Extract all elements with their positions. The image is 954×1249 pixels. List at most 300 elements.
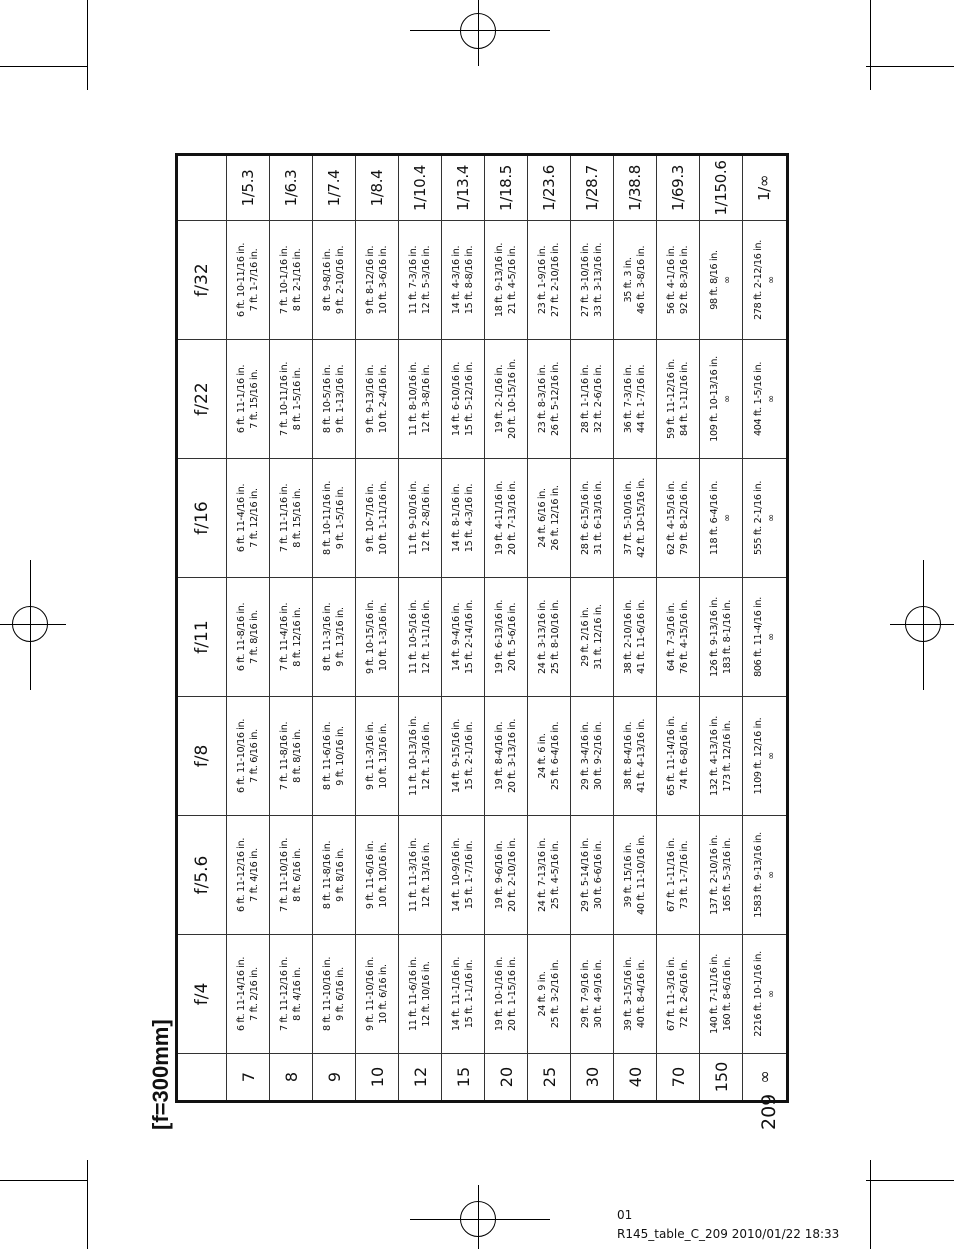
header-corner-right (177, 155, 227, 221)
dof-range-cell (700, 935, 743, 1054)
dof-range-cell (700, 816, 743, 935)
registration-circle (12, 606, 48, 642)
far-limit: 7 ft. 1-7/16 in. (249, 248, 261, 312)
distance-label: 9 (313, 1054, 356, 1102)
dof-range-cell (743, 459, 788, 578)
footer-line-1: 01 (617, 1208, 633, 1222)
far-limit: 46 ft. 3-8/16 in. (636, 245, 648, 315)
far-limit: 44 ft. 1-7/16 in. (636, 364, 648, 434)
crop-mark (87, 0, 88, 90)
dof-range-cell (442, 935, 485, 1054)
far-limit: 15 ft. 4-3/16 in. (464, 483, 476, 553)
near-limit: 8 ft. 10-11/16 in. (322, 480, 334, 556)
near-limit: 7 ft. 11-12/16 in. (279, 956, 291, 1032)
near-limit: 126 ft. 9-13/16 in. (709, 597, 721, 677)
far-limit: 12 ft. 1-3/16 in. (421, 721, 433, 791)
near-limit: 6 ft. 11-4/16 in. (236, 483, 248, 553)
far-limit: 12 ft. 10/16 in. (421, 961, 433, 1027)
near-limit: 278 ft. 2-12/16 in. (752, 240, 764, 320)
dof-range-cell (528, 578, 571, 697)
dof-range-cell (528, 221, 571, 340)
far-limit: 9 ft. 10/16 in. (335, 726, 347, 786)
near-limit: 7 ft. 11-1/16 in. (279, 483, 291, 553)
far-limit: 160 ft. 8-6/16 in. (722, 956, 734, 1032)
dof-range-cell (528, 816, 571, 935)
magnification-label: 1/18.5 (485, 155, 528, 221)
far-limit: 10 ft. 6/16 in. (378, 964, 390, 1024)
far-limit: 9 ft. 1-13/16 in. (335, 364, 347, 434)
dof-range-cell (270, 697, 313, 816)
near-limit: 9 ft. 8-12/16 in. (365, 245, 377, 315)
table-row (399, 155, 442, 1102)
far-limit: 30 ft. 6-6/16 in. (593, 840, 605, 910)
far-limit: 10 ft. 1-11/16 in. (378, 480, 390, 556)
far-limit: 12 ft. 2-8/16 in. (421, 483, 433, 553)
far-limit: ∞ (722, 514, 734, 522)
far-limit: 12 ft. 13/16 in. (421, 842, 433, 908)
far-limit: 9 ft. 6/16 in. (335, 967, 347, 1021)
dof-range-cell (442, 459, 485, 578)
far-limit: 10 ft. 3-6/16 in. (378, 245, 390, 315)
header-corner (177, 1054, 227, 1102)
table-header-row (177, 155, 227, 1102)
table-row (356, 155, 399, 1102)
far-limit: 10 ft. 2-4/16 in. (378, 364, 390, 434)
far-limit: 183 ft. 8-1/16 in. (722, 599, 734, 675)
far-limit: 25 ft. 8-10/16 in. (550, 599, 562, 675)
far-limit: ∞ (765, 276, 777, 284)
dof-range-cell (442, 697, 485, 816)
near-limit: 8 ft. 9-8/16 in. (322, 248, 334, 312)
near-limit: 19 ft. 4-11/16 in. (494, 480, 506, 556)
far-limit: 7 ft. 2/16 in. (249, 967, 261, 1021)
far-limit: 15 ft. 8-8/16 in. (464, 245, 476, 315)
far-limit: 25 ft. 4-5/16 in. (550, 840, 562, 910)
near-limit: 7 ft. 11-8/16 in. (279, 721, 291, 791)
near-limit: 19 ft. 9-6/16 in. (494, 840, 506, 910)
far-limit: 7 ft. 15/16 in. (249, 369, 261, 429)
magnification-label: 1/8.4 (356, 155, 399, 221)
dof-range-cell (399, 221, 442, 340)
far-limit: 33 ft. 3-13/16 in. (593, 242, 605, 318)
dof-range-cell (700, 340, 743, 459)
far-limit: 40 ft. 8-4/16 in. (636, 959, 648, 1029)
dof-range-cell (657, 816, 700, 935)
far-limit: 27 ft. 2-10/16 in. (550, 242, 562, 318)
far-limit: 15 ft. 1-7/16 in. (464, 840, 476, 910)
near-limit: 9 ft. 11-3/16 in. (365, 721, 377, 791)
far-limit: 9 ft. 2-10/16 in. (335, 245, 347, 315)
near-limit: 14 ft. 10-9/16 in. (451, 837, 463, 913)
near-limit: 24 ft. 6/16 in. (537, 488, 549, 548)
aperture-header: f/32 (177, 221, 227, 340)
dof-range-cell (442, 816, 485, 935)
near-limit: 37 ft. 5-10/16 in. (623, 480, 635, 556)
dof-range-cell (313, 816, 356, 935)
near-limit: 14 ft. 9-15/16 in. (451, 718, 463, 794)
table-row (528, 155, 571, 1102)
far-limit: 25 ft. 3-2/16 in. (550, 959, 562, 1029)
crop-mark (866, 1180, 954, 1181)
dof-range-cell (743, 697, 788, 816)
dof-range-cell (485, 578, 528, 697)
dof-range-cell (313, 340, 356, 459)
table-row (743, 155, 788, 1102)
near-limit: 29 ft. 2/16 in. (580, 607, 592, 667)
distance-label: 20 (485, 1054, 528, 1102)
dof-range-cell (270, 340, 313, 459)
dof-range-cell (485, 697, 528, 816)
dof-range-cell (313, 578, 356, 697)
print-footer (617, 1206, 839, 1244)
near-limit: 6 ft. 11-8/16 in. (236, 602, 248, 672)
far-limit: 15 ft. 5-12/16 in. (464, 361, 476, 437)
far-limit: 8 ft. 2-1/16 in. (292, 248, 304, 312)
far-limit: 15 ft. 2-14/16 in. (464, 599, 476, 675)
distance-label: 25 (528, 1054, 571, 1102)
magnification-label: 1/23.6 (528, 155, 571, 221)
far-limit: 12 ft. 3-8/16 in. (421, 364, 433, 434)
far-limit: 73 ft. 1-7/16 in. (679, 840, 691, 910)
near-limit: 14 ft. 6-10/16 in. (451, 361, 463, 437)
near-limit: 36 ft. 7-3/16 in. (623, 364, 635, 434)
far-limit: 8 ft. 12/16 in. (292, 607, 304, 667)
far-limit: ∞ (722, 395, 734, 403)
near-limit: 59 ft. 11-12/16 in. (666, 359, 678, 439)
table-row (700, 155, 743, 1102)
distance-label: 10 (356, 1054, 399, 1102)
dof-range-cell (227, 697, 270, 816)
far-limit: 92 ft. 8-3/16 in. (679, 245, 691, 315)
dof-range-cell (657, 221, 700, 340)
footer-line-2: R145_table_C_209 2010/01/22 18:33 (617, 1227, 840, 1241)
dof-range-cell (485, 221, 528, 340)
dof-range-cell (313, 221, 356, 340)
far-limit: 8 ft. 4/16 in. (292, 967, 304, 1021)
dof-range-cell (485, 459, 528, 578)
far-limit: 31 ft. 6-13/16 in. (593, 480, 605, 556)
near-limit: 11 ft. 9-10/16 in. (408, 480, 420, 556)
magnification-label: 1/∞ (743, 155, 788, 221)
far-limit: 20 ft. 3-13/16 in. (507, 718, 519, 794)
far-limit: 9 ft. 1-5/16 in. (335, 486, 347, 550)
near-limit: 118 ft. 6-4/16 in. (709, 480, 721, 556)
page-number: 209 (758, 1093, 780, 1130)
dof-range-cell (700, 221, 743, 340)
page-number-container (758, 1093, 794, 1130)
table-row (313, 155, 356, 1102)
crop-mark (0, 1180, 88, 1181)
near-limit: 35 ft. 3 in. (623, 257, 635, 303)
far-limit: 21 ft. 4-5/16 in. (507, 245, 519, 315)
dof-range-cell (657, 340, 700, 459)
near-limit: 1583 ft. 9-13/16 in. (752, 832, 764, 918)
dof-range-cell (700, 459, 743, 578)
far-limit: 26 ft. 12/16 in. (550, 485, 562, 551)
page-title-container (148, 1000, 178, 1130)
near-limit: 29 ft. 5-14/16 in. (580, 837, 592, 913)
distance-label: 40 (614, 1054, 657, 1102)
near-limit: 404 ft. 1-5/16 in. (752, 361, 764, 437)
registration-circle (905, 606, 941, 642)
near-limit: 14 ft. 4-3/16 in. (451, 245, 463, 315)
far-limit: 84 ft. 1-11/16 in. (679, 361, 691, 437)
table-row (657, 155, 700, 1102)
far-limit: 10 ft. 10/16 in. (378, 842, 390, 908)
far-limit: 25 ft. 6-4/16 in. (550, 721, 562, 791)
near-limit: 14 ft. 9-4/16 in. (451, 602, 463, 672)
near-limit: 24 ft. 7-13/16 in. (537, 837, 549, 913)
near-limit: 28 ft. 1-1/16 in. (580, 364, 592, 434)
dof-range-cell (399, 816, 442, 935)
near-limit: 6 ft. 10-11/16 in. (236, 242, 248, 318)
far-limit: ∞ (765, 633, 777, 641)
near-limit: 9 ft. 11-6/16 in. (365, 840, 377, 910)
dof-range-cell (356, 816, 399, 935)
near-limit: 28 ft. 6-15/16 in. (580, 480, 592, 556)
aperture-header: f/5.6 (177, 816, 227, 935)
near-limit: 9 ft. 11-10/16 in. (365, 956, 377, 1032)
near-limit: 62 ft. 4-15/16 in. (666, 480, 678, 556)
far-limit: 9 ft. 13/16 in. (335, 607, 347, 667)
far-limit: 20 ft. 10-15/16 in. (507, 359, 519, 439)
near-limit: 11 ft. 11-3/16 in. (408, 837, 420, 913)
far-limit: 40 ft. 11-10/16 in. (636, 835, 648, 915)
far-limit: 7 ft. 6/16 in. (249, 729, 261, 783)
magnification-label: 1/5.3 (227, 155, 270, 221)
crop-mark (0, 66, 88, 67)
dof-range-cell (743, 935, 788, 1054)
near-limit: 7 ft. 10-11/16 in. (279, 361, 291, 437)
far-limit: 20 ft. 2-10/16 in. (507, 837, 519, 913)
aperture-header: f/4 (177, 935, 227, 1054)
far-limit: 10 ft. 1-3/16 in. (378, 602, 390, 672)
near-limit: 8 ft. 10-5/16 in. (322, 364, 334, 434)
crop-mark (87, 1160, 88, 1249)
depth-of-field-table (175, 153, 789, 1103)
near-limit: 8 ft. 11-8/16 in. (322, 840, 334, 910)
table-body (227, 155, 788, 1102)
dof-range-cell (356, 459, 399, 578)
dof-range-cell (399, 578, 442, 697)
dof-range-cell (571, 578, 614, 697)
far-limit: 79 ft. 8-12/16 in. (679, 480, 691, 556)
far-limit: 41 ft. 11-6/16 in. (636, 599, 648, 675)
table-row (270, 155, 313, 1102)
dof-range-cell (313, 935, 356, 1054)
dof-range-cell (743, 221, 788, 340)
far-limit: 20 ft. 7-13/16 in. (507, 480, 519, 556)
dof-range-cell (528, 340, 571, 459)
near-limit: 39 ft. 3-15/16 in. (623, 956, 635, 1032)
table-row (485, 155, 528, 1102)
near-limit: 19 ft. 8-4/16 in. (494, 721, 506, 791)
dof-range-cell (270, 935, 313, 1054)
magnification-label: 1/28.7 (571, 155, 614, 221)
dof-range-cell (227, 459, 270, 578)
near-limit: 8 ft. 11-6/16 in. (322, 721, 334, 791)
far-limit: 15 ft. 1-1/16 in. (464, 959, 476, 1029)
dof-range-cell (571, 935, 614, 1054)
dof-range-cell (528, 697, 571, 816)
dof-range-cell (442, 578, 485, 697)
dof-range-cell (571, 459, 614, 578)
table-row (571, 155, 614, 1102)
distance-label: 30 (571, 1054, 614, 1102)
magnification-label: 1/7.4 (313, 155, 356, 221)
near-limit: 14 ft. 11-1/16 in. (451, 956, 463, 1032)
dof-range-cell (614, 459, 657, 578)
aperture-header: f/16 (177, 459, 227, 578)
near-limit: 24 ft. 9 in. (537, 971, 549, 1017)
dof-range-cell (743, 816, 788, 935)
near-limit: 806 ft. 11-4/16 in. (752, 597, 764, 677)
far-limit: ∞ (765, 752, 777, 760)
crop-mark (870, 1160, 871, 1249)
dof-range-cell (442, 221, 485, 340)
far-limit: 72 ft. 2-6/16 in. (679, 959, 691, 1029)
far-limit: 32 ft. 2-6/16 in. (593, 364, 605, 434)
far-limit: ∞ (765, 990, 777, 998)
near-limit: 23 ft. 8-3/16 in. (537, 364, 549, 434)
near-limit: 11 ft. 7-3/16 in. (408, 245, 420, 315)
near-limit: 18 ft. 9-13/16 in. (494, 242, 506, 318)
registration-circle (460, 13, 496, 49)
far-limit: 26 ft. 5-12/16 in. (550, 361, 562, 437)
dof-range-cell (614, 340, 657, 459)
near-limit: 140 ft. 7-11/16 in. (709, 954, 721, 1034)
crop-mark (870, 0, 871, 90)
table-row (227, 155, 270, 1102)
near-limit: 29 ft. 7-9/16 in. (580, 959, 592, 1029)
aperture-header: f/22 (177, 340, 227, 459)
dof-range-cell (356, 697, 399, 816)
near-limit: 14 ft. 8-1/16 in. (451, 483, 463, 553)
near-limit: 137 ft. 2-10/16 in. (709, 835, 721, 915)
near-limit: 67 ft. 1-11/16 in. (666, 837, 678, 913)
distance-label: ∞ (743, 1054, 788, 1102)
near-limit: 98 ft. 8/16 in. (709, 250, 721, 310)
near-limit: 24 ft. 6 in. (537, 733, 549, 779)
dof-range-cell (614, 816, 657, 935)
dof-range-cell (485, 340, 528, 459)
dof-range-cell (571, 816, 614, 935)
far-limit: ∞ (722, 276, 734, 284)
near-limit: 67 ft. 11-3/16 in. (666, 956, 678, 1032)
dof-range-cell (528, 935, 571, 1054)
far-limit: ∞ (765, 871, 777, 879)
dof-range-cell (313, 459, 356, 578)
depth-of-field-table-wrapper (175, 153, 789, 1103)
dof-range-cell (700, 697, 743, 816)
dof-range-cell (614, 578, 657, 697)
far-limit: 30 ft. 4-9/16 in. (593, 959, 605, 1029)
dof-range-cell (657, 697, 700, 816)
far-limit: 173 ft. 12/16 in. (722, 720, 734, 792)
near-limit: 38 ft. 8-4/16 in. (623, 721, 635, 791)
far-limit: 74 ft. 6-8/16 in. (679, 721, 691, 791)
near-limit: 29 ft. 3-4/16 in. (580, 721, 592, 791)
near-limit: 8 ft. 11-10/16 in. (322, 956, 334, 1032)
dof-range-cell (227, 816, 270, 935)
near-limit: 38 ft. 2-10/16 in. (623, 599, 635, 675)
aperture-header: f/8 (177, 697, 227, 816)
far-limit: 20 ft. 1-15/16 in. (507, 956, 519, 1032)
distance-label: 7 (227, 1054, 270, 1102)
dof-range-cell (313, 697, 356, 816)
distance-label: 8 (270, 1054, 313, 1102)
rotated-table-container (175, 153, 789, 1103)
dof-range-cell (485, 935, 528, 1054)
near-limit: 6 ft. 11-12/16 in. (236, 837, 248, 913)
far-limit: 31 ft. 12/16 in. (593, 604, 605, 670)
near-limit: 8 ft. 11-3/16 in. (322, 602, 334, 672)
near-limit: 27 ft. 3-10/16 in. (580, 242, 592, 318)
dof-range-cell (614, 221, 657, 340)
near-limit: 19 ft. 6-13/16 in. (494, 599, 506, 675)
far-limit: 41 ft. 4-13/16 in. (636, 718, 648, 794)
registration-circle (460, 1201, 496, 1237)
dof-range-cell (399, 340, 442, 459)
dof-range-cell (356, 578, 399, 697)
far-limit: 42 ft. 10-15/16 in. (636, 478, 648, 558)
dof-range-cell (399, 697, 442, 816)
magnification-label: 1/38.8 (614, 155, 657, 221)
dof-range-cell (356, 221, 399, 340)
dof-range-cell (700, 578, 743, 697)
table-row (614, 155, 657, 1102)
far-limit: ∞ (765, 514, 777, 522)
dof-range-cell (270, 459, 313, 578)
dof-range-cell (614, 697, 657, 816)
dof-range-cell (657, 459, 700, 578)
aperture-header: f/11 (177, 578, 227, 697)
dof-range-cell (399, 935, 442, 1054)
dof-range-cell (657, 578, 700, 697)
magnification-label: 1/13.4 (442, 155, 485, 221)
near-limit: 19 ft. 10-1/16 in. (494, 956, 506, 1032)
page-title: [f=300mm] (148, 1019, 173, 1130)
near-limit: 9 ft. 10-15/16 in. (365, 599, 377, 675)
dof-range-cell (528, 459, 571, 578)
near-limit: 2216 ft. 10-1/16 in. (752, 951, 764, 1037)
dof-range-cell (270, 578, 313, 697)
crop-mark (866, 66, 954, 67)
near-limit: 6 ft. 11-1/16 in. (236, 364, 248, 434)
dof-range-cell (657, 935, 700, 1054)
dof-range-cell (270, 221, 313, 340)
near-limit: 7 ft. 11-4/16 in. (279, 602, 291, 672)
near-limit: 19 ft. 2-1/16 in. (494, 364, 506, 434)
near-limit: 23 ft. 1-9/16 in. (537, 245, 549, 315)
dof-range-cell (227, 340, 270, 459)
near-limit: 1109 ft. 12/16 in. (752, 717, 764, 795)
magnification-label: 1/6.3 (270, 155, 313, 221)
near-limit: 7 ft. 11-10/16 in. (279, 837, 291, 913)
near-limit: 11 ft. 10-13/16 in. (408, 716, 420, 796)
far-limit: 7 ft. 12/16 in. (249, 488, 261, 548)
distance-label: 150 (700, 1054, 743, 1102)
far-limit: 12 ft. 1-11/16 in. (421, 599, 433, 675)
near-limit: 7 ft. 10-1/16 in. (279, 245, 291, 315)
near-limit: 132 ft. 4-13/16 in. (709, 716, 721, 796)
magnification-label: 1/150.6 (700, 155, 743, 221)
dof-range-cell (614, 935, 657, 1054)
far-limit: 8 ft. 1-5/16 in. (292, 367, 304, 431)
magnification-label: 1/69.3 (657, 155, 700, 221)
dof-range-cell (356, 340, 399, 459)
far-limit: 9 ft. 8/16 in. (335, 848, 347, 902)
